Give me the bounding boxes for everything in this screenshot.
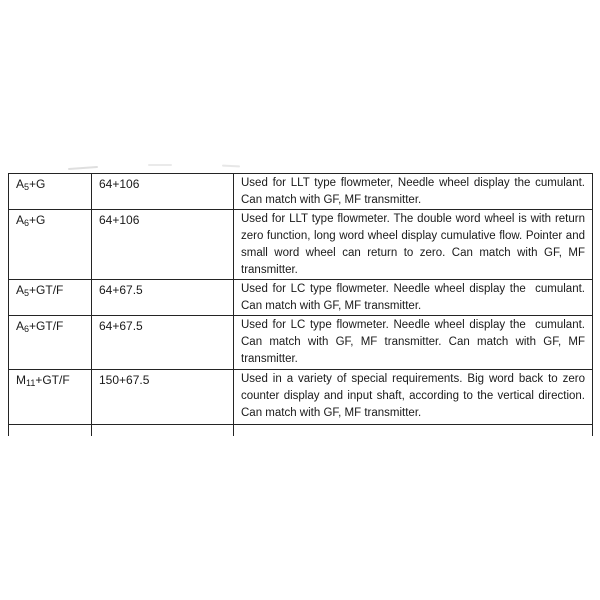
model-base: A (16, 283, 25, 297)
partial-cell (9, 425, 92, 436)
scan-artifact (148, 164, 172, 166)
flowmeter-spec-table (8, 173, 593, 436)
model-cell (9, 210, 92, 280)
model-suffix: +GT/F (35, 373, 70, 387)
model-suffix: +GT/F (29, 319, 64, 333)
description-cell: Used for LC type flowmeter. Needle wheel display the cumulant. Can match with GF, MF transmitter. Can match with GF, MF transmitter. (234, 316, 593, 370)
scan-artifact (222, 165, 240, 168)
model-suffix: +GT/F (29, 283, 64, 297)
table-row (9, 370, 593, 425)
size-cell: 64+67.5 (92, 316, 234, 370)
model-subscript: 5 (24, 287, 30, 298)
model-suffix: +G (29, 177, 46, 191)
model-cell (9, 316, 92, 370)
model-cell (9, 370, 92, 425)
partial-cell (234, 425, 593, 436)
model-cell (9, 174, 92, 210)
model-subscript: 6 (24, 217, 30, 228)
scan-artifact (68, 166, 98, 170)
size-cell: 64+106 (92, 210, 234, 280)
model-subscript: 11 (26, 377, 36, 388)
model-suffix: +G (29, 213, 46, 227)
model-base: A (16, 319, 25, 333)
model-subscript: 6 (24, 323, 30, 334)
model-subscript: 5 (24, 181, 30, 192)
size-cell: 64+106 (92, 174, 234, 210)
table-row (9, 316, 593, 370)
partial-row (9, 425, 593, 436)
description-cell: Used for LLT type flowmeter, Needle wheel display the cumulant. Can match with GF, MF transmitter. (234, 174, 593, 210)
table-row (9, 280, 593, 316)
description-cell: Used in a variety of special requirements. Big word back to zero counter display and input shaft, according to the vertical direction. Can match with GF, MF transmitter. (234, 370, 593, 425)
model-base: A (16, 177, 25, 191)
description-cell: Used for LC type flowmeter. Needle wheel display the cumulant. Can match with GF, MF transmitter. (234, 280, 593, 316)
description-cell: Used for LLT type flowmeter. The double word wheel is with return zero function, long word wheel display cumulative flow. Pointer and small word wheel can return to zero. Can match with GF, MF transmitter. (234, 210, 593, 280)
table-row (9, 210, 593, 280)
size-cell: 150+67.5 (92, 370, 234, 425)
model-base: M (16, 373, 26, 387)
size-cell: 64+67.5 (92, 280, 234, 316)
partial-cell (92, 425, 234, 436)
model-base: A (16, 213, 25, 227)
model-cell (9, 280, 92, 316)
table-row (9, 174, 593, 210)
